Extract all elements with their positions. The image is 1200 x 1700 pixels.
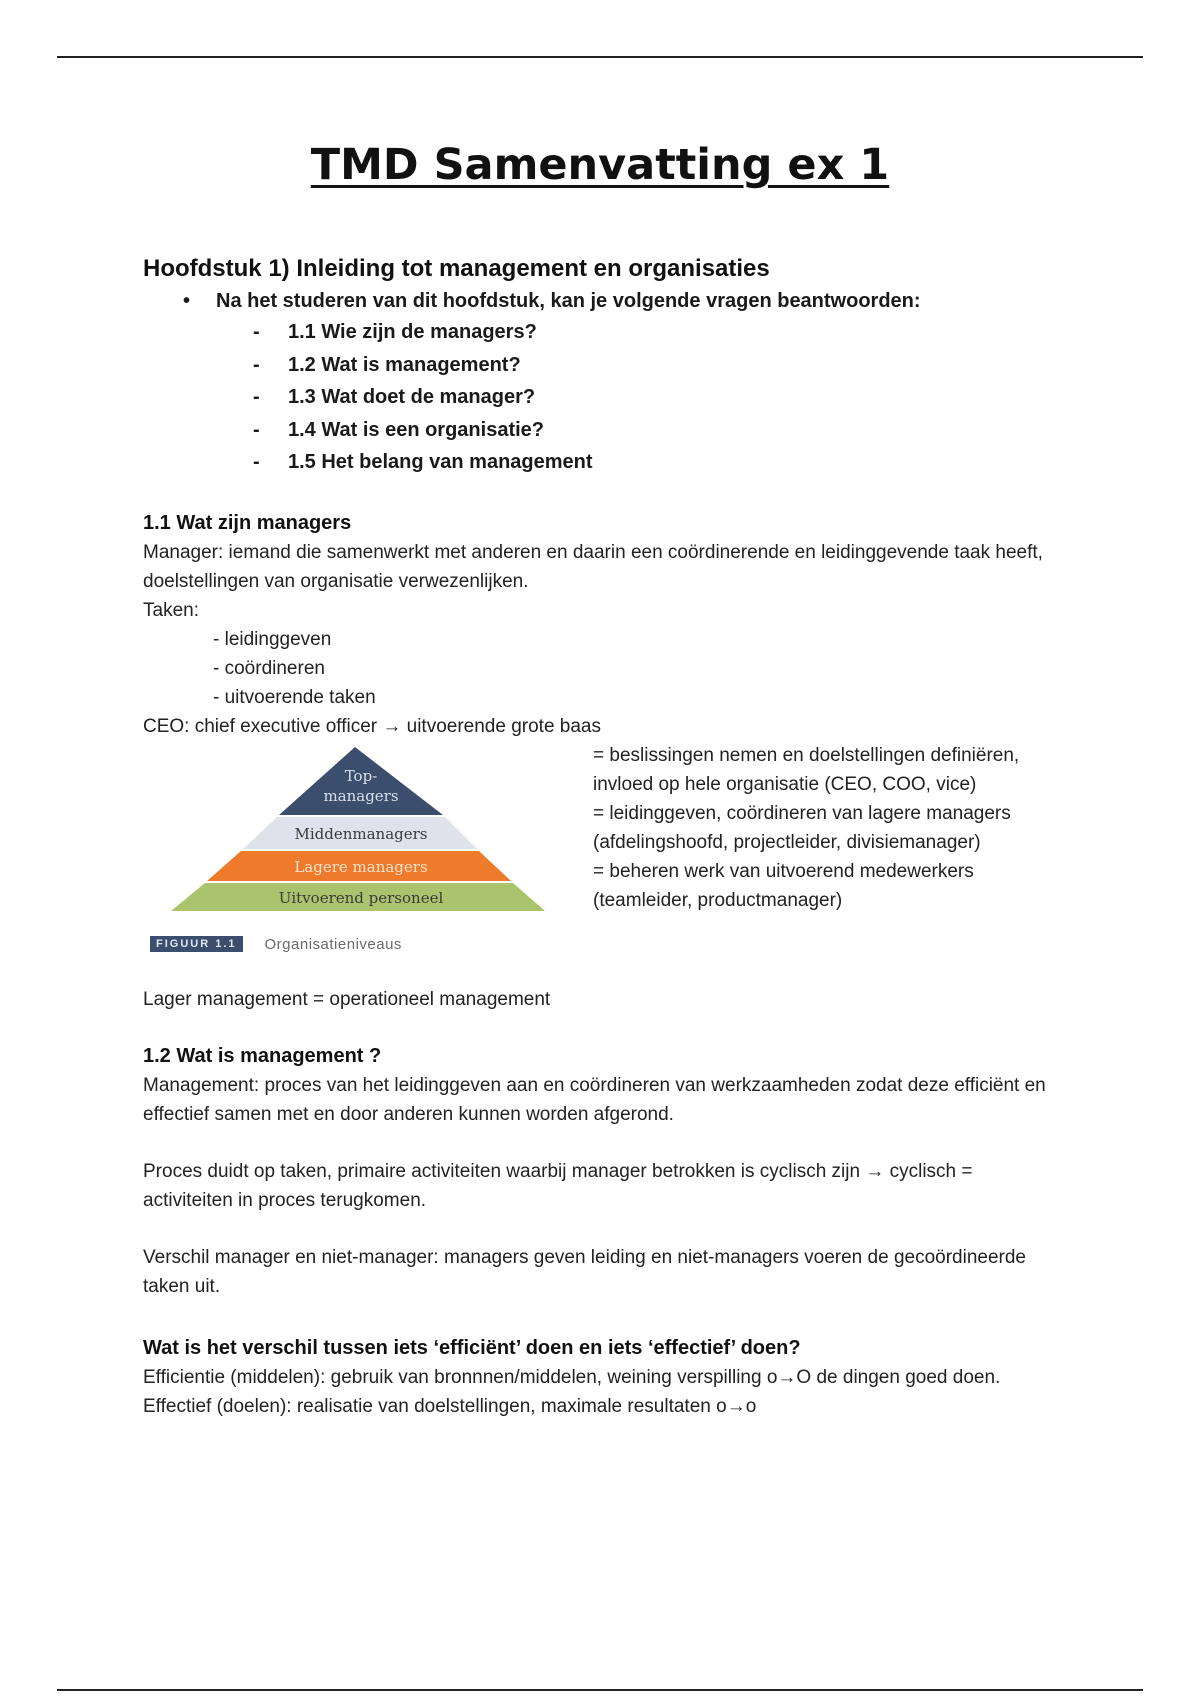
dash-icon: - [253, 353, 260, 376]
question-list [143, 316, 1063, 479]
level-description-top: = beslissingen nemen en doelstellingen definiëren, invloed op hele organisatie (CEO, COO, vice) [593, 744, 1020, 795]
efficiency-question-heading: Wat is het verschil tussen iets ‘efficiënt’ doen en iets ‘effectief’ doen? [143, 1336, 801, 1359]
list-item [143, 381, 1063, 414]
efficiency-paragraph: Efficientie (middelen): gebruik van bronnnen/middelen, weining verspilling o→O de dingen goed doen. [143, 1366, 1001, 1388]
figure-label: Organisatieniveaus [264, 935, 402, 953]
chapter-heading: Hoofdstuk 1) Inleiding tot management en organisaties [143, 255, 770, 282]
question-text: 1.5 Het belang van management [288, 451, 593, 473]
pyramid-label-base: Uitvoerend personeel [278, 888, 444, 907]
list-item [143, 446, 1063, 479]
intro-text: Na het studeren van dit hoofdstuk, kan je volgende vragen beantwoorden: [216, 290, 921, 312]
organisation-levels-figure [143, 741, 1063, 981]
question-text: 1.3 Wat doet de manager? [288, 386, 536, 408]
bullet-icon: • [183, 290, 191, 312]
process-paragraph: Proces duidt op taken, primaire activiteiten waarbij manager betrokken is cyclisch zijn → cyclisch = activiteiten in proces terugkomen. [143, 1160, 973, 1211]
lower-management-note: Lager management = operationeel management [143, 988, 551, 1010]
effective-paragraph: Effectief (doelen): realisatie van doelstellingen, maximale resultaten o→o [143, 1395, 757, 1417]
pyramid-label-lower: Lagere managers [294, 857, 428, 876]
difference-paragraph: Verschil manager en niet-manager: managers geven leiding en niet-managers voeren de gecoördineerde taken uit. [143, 1246, 1026, 1297]
top-rule [57, 56, 1143, 58]
pyramid-label-middle: Middenmanagers [294, 824, 428, 843]
question-text: 1.2 Wat is management? [288, 353, 521, 376]
level-descriptions [593, 741, 1073, 915]
level-description-lower: = beheren werk van uitvoerend medewerkers (teamleider, productmanager) [593, 860, 974, 911]
list-item [143, 414, 1063, 447]
pyramid-label-top-2: managers [323, 786, 399, 805]
pyramid-diagram [155, 745, 575, 945]
dash-icon: - [253, 321, 260, 343]
task-item: - uitvoerende taken [213, 686, 376, 708]
management-definition: Management: proces van het leidinggeven aan en coördineren van werkzaamheden zodat deze efficiënt en effectief samen met en door anderen kunnen worden afgerond. [143, 1074, 1046, 1125]
task-item: - leidinggeven [213, 628, 332, 650]
question-text: 1.4 Wat is een organisatie? [288, 418, 545, 441]
question-text: 1.1 Wie zijn de managers? [288, 321, 537, 343]
tasks-label: Taken: [143, 599, 199, 621]
list-item [143, 349, 1063, 382]
intro-bullet [143, 286, 1063, 316]
section-heading-1-2: 1.2 Wat is management ? [143, 1044, 382, 1067]
level-description-middle: = leidinggeven, coördineren van lagere managers (afdelingshoofd, projectleider, divisiemanager) [593, 802, 1011, 853]
ceo-definition: CEO: chief executive officer → uitvoerende grote baas [143, 715, 602, 737]
section-heading-1-1: 1.1 Wat zijn managers [143, 511, 352, 534]
figure-badge: FIGUUR 1.1 [150, 936, 243, 952]
pyramid-label-top-1: Top- [344, 766, 378, 785]
document-title: TMD Samenvatting ex 1 [310, 140, 890, 190]
bottom-rule [57, 1689, 1143, 1691]
manager-definition: Manager: iemand die samenwerkt met anderen en daarin een coördinerende en leidinggevende taak heeft, doelstellingen van organisatie verwezenlijken. [143, 541, 1043, 592]
document-body [143, 252, 1063, 1421]
task-item: - coördineren [213, 657, 325, 679]
dash-icon: - [253, 418, 260, 441]
dash-icon: - [253, 386, 260, 408]
dash-icon: - [253, 451, 260, 473]
figure-caption [150, 936, 402, 953]
list-item [143, 316, 1063, 349]
